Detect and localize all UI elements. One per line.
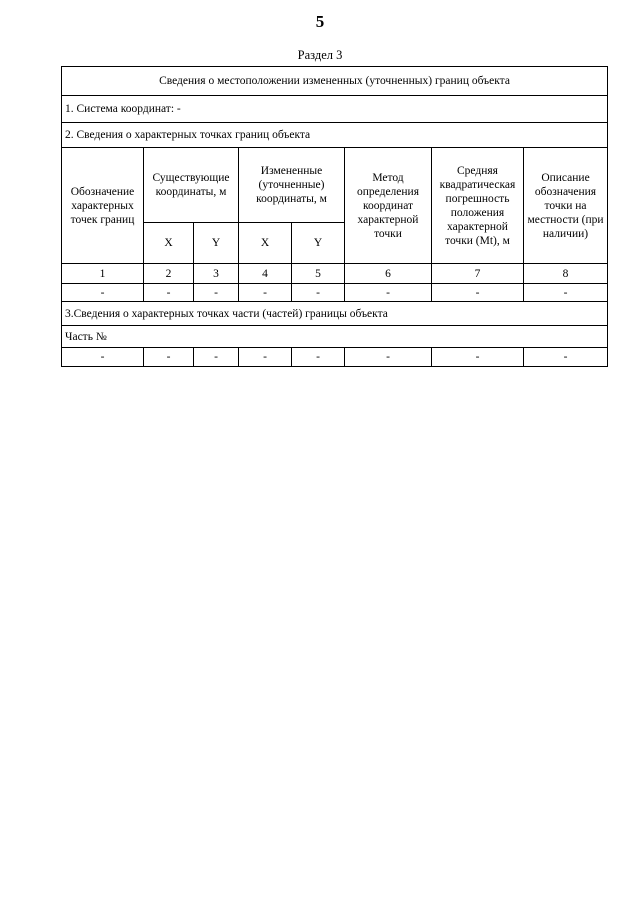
table-cell: - (239, 284, 292, 302)
col-changed-header: Измененные (уточненные) координаты, м (239, 148, 345, 223)
table-cell: - (144, 348, 194, 367)
col-description-header: Описание обозначения точки на местности (при наличии) (524, 148, 608, 264)
column-number: 3 (194, 264, 239, 284)
column-numbers-row (62, 264, 608, 284)
table-cell: - (524, 284, 608, 302)
table-cell: - (144, 284, 194, 302)
changed-x-header: X (239, 223, 292, 264)
coord-system-row: 1. Система координат: - (62, 96, 608, 123)
table-cell: - (524, 348, 608, 367)
points-header-row: 2. Сведения о характерных точках границ объекта (62, 123, 608, 148)
col-designation-header: Обозначение характерных точек границ (62, 148, 144, 264)
table-cell: - (194, 348, 239, 367)
boundary-table (61, 66, 608, 367)
table-cell: - (345, 284, 432, 302)
section-label: Раздел 3 (297, 48, 343, 62)
part-number-row: Часть № (62, 326, 608, 348)
column-number: 8 (524, 264, 608, 284)
col-error-header: Средняя квадратическая погрешность положения характерной точки (Mt), м (432, 148, 524, 264)
column-number: 7 (432, 264, 524, 284)
table-cell: - (292, 348, 345, 367)
column-number: 2 (144, 264, 194, 284)
column-number: 4 (239, 264, 292, 284)
page-number: 5 (315, 12, 325, 31)
table-cell: - (345, 348, 432, 367)
part-points-header-row: 3.Сведения о характерных точках части (частей) границы объекта (62, 302, 608, 326)
existing-y-header: Y (194, 223, 239, 264)
changed-y-header: Y (292, 223, 345, 264)
table-cell: - (194, 284, 239, 302)
column-number: 6 (345, 264, 432, 284)
table-cell: - (432, 348, 524, 367)
table-row (62, 284, 608, 302)
col-method-header: Метод определения координат характерной точки (345, 148, 432, 264)
table-cell: - (292, 284, 345, 302)
table-cell: - (239, 348, 292, 367)
column-number: 1 (62, 264, 144, 284)
column-number: 5 (292, 264, 345, 284)
table-row (62, 348, 608, 367)
table-cell: - (62, 284, 144, 302)
existing-x-header: X (144, 223, 194, 264)
table-cell: - (432, 284, 524, 302)
table-cell: - (62, 348, 144, 367)
col-existing-header: Существующие координаты, м (144, 148, 239, 223)
table-title: Сведения о местоположении измененных (уточненных) границ объекта (62, 67, 608, 96)
